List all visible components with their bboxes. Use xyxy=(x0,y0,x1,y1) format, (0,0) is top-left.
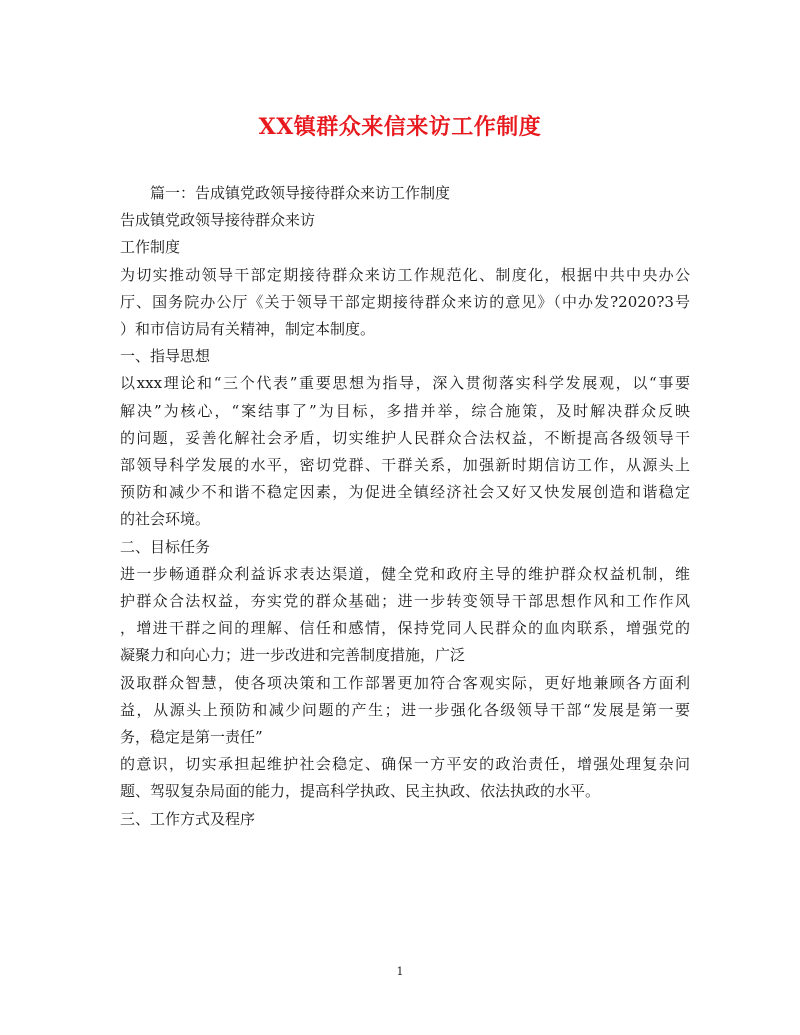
paragraph-line: 益，从源头上预防和减少问题的产生；进一步强化各级领导干部“发展是第一要 xyxy=(120,700,690,719)
paragraph-line: 预防和减少不和谐不稳定因素，为促进全镇经济社会又好又快发展创造和谐稳定 xyxy=(120,483,690,502)
section-heading-part-one: 篇一：告成镇党政领导接待群众来访工作制度 xyxy=(150,184,451,202)
paragraph-line: 的社会环境。 xyxy=(120,510,211,529)
paragraph-line: 汲取群众智慧，使各项决策和工作部署更加符合客观实际，更好地兼顾各方面利 xyxy=(120,673,690,692)
paragraph-line: 的意识，切实承担起维护社会稳定、确保一方平安的政治责任，增强处理复杂问 xyxy=(120,755,690,774)
document-title: XX镇群众来信来访工作制度 xyxy=(258,114,542,140)
paragraph-line: 工作制度 xyxy=(120,238,181,257)
paragraph-line: 解决”为核心，“案结事了”为目标，多措并举，综合施策，及时解决群众反映 xyxy=(120,401,690,420)
paragraph-line: 为切实推动领导干部定期接待群众来访工作规范化、制度化，根据中共中央办公 xyxy=(120,265,690,284)
paragraph-line: 以xxx理论和“三个代表”重要思想为指导，深入贯彻落实科学发展观，以“事要 xyxy=(120,374,690,393)
section-heading-guiding-ideology: 一、指导思想 xyxy=(120,347,211,366)
paragraph-line: 务，稳定是第一责任” xyxy=(120,728,263,747)
paragraph-line: ，增进干群之间的理解、信任和感情，保持党同人民群众的血肉联系，增强党的 xyxy=(120,619,690,638)
section-heading-goals: 二、目标任务 xyxy=(120,537,211,556)
paragraph-line: 凝聚力和向心力；进一步改进和完善制度措施，广泛 xyxy=(120,646,466,665)
document-body xyxy=(120,180,690,833)
paragraph-line: 题、驾驭复杂局面的能力，提高科学执政、民主执政、依法执政的水平。 xyxy=(120,782,601,801)
paragraph-line: 告成镇党政领导接待群众来访 xyxy=(120,211,316,230)
paragraph-line: 的问题，妥善化解社会矛盾，切实维护人民群众合法权益，不断提高各级领导干 xyxy=(120,428,690,447)
paragraph-line: 部领导科学发展的水平，密切党群、干群关系，加强新时期信访工作，从源头上 xyxy=(120,456,690,475)
paragraph-line: 进一步畅通群众利益诉求表达渠道，健全党和政府主导的维护群众权益机制，维 xyxy=(120,564,690,583)
section-heading-methods: 三、工作方式及程序 xyxy=(120,809,256,828)
paragraph-line: 厅、国务院办公厅《关于领导干部定期接待群众来访的意见》（中办发?2020?3号 xyxy=(120,292,690,311)
paragraph-line: 护群众合法权益，夯实党的群众基础；进一步转变领导干部思想作风和工作作风 xyxy=(120,592,690,611)
page-number: 1 xyxy=(396,965,404,978)
paragraph-line: ）和市信访局有关精神，制定本制度。 xyxy=(120,320,376,339)
